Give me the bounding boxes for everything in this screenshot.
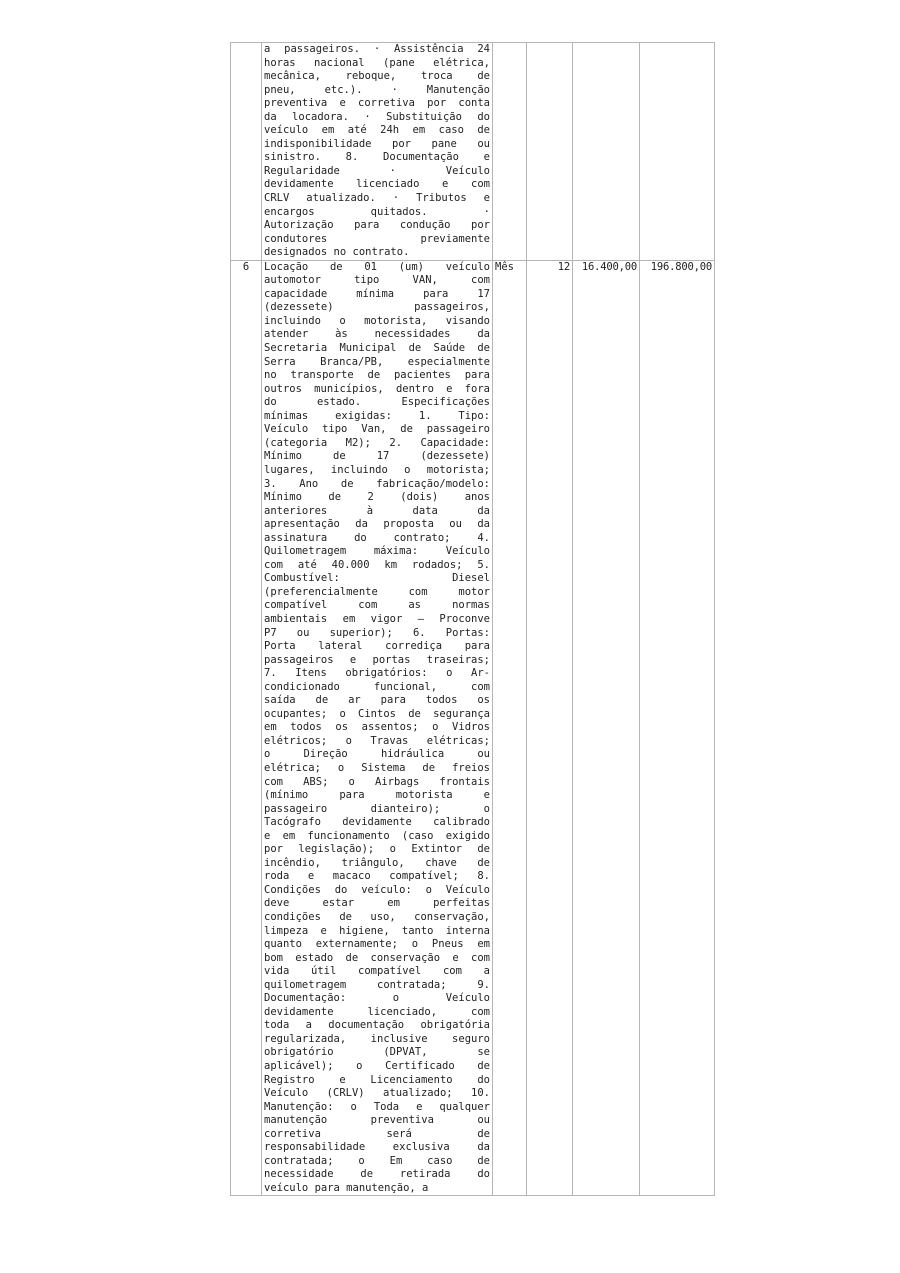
description-line: Combustível: Diesel xyxy=(264,572,490,585)
description-line: por legislação); o Extintor de xyxy=(264,843,490,856)
description-line: preventiva e corretiva por conta xyxy=(264,97,490,110)
description-line: regularizada, inclusive seguro xyxy=(264,1032,490,1045)
description-line: devidamente licenciado, com xyxy=(264,1005,490,1018)
table-row-continued xyxy=(231,43,715,261)
description-line: do estado. Especificações xyxy=(264,396,490,409)
description-lines xyxy=(264,43,490,260)
description-line: deve estar em perfeitas xyxy=(264,897,490,910)
description-line: quilometragem contratada; 9. xyxy=(264,978,490,991)
description-line: no transporte de pacientes para xyxy=(264,369,490,382)
description-line: Secretaria Municipal de Saúde de xyxy=(264,342,490,355)
quantity-cell xyxy=(527,43,573,261)
description-line: da locadora. · Substituição do xyxy=(264,110,490,123)
items-table xyxy=(230,42,715,1196)
description-line: com até 40.000 km rodados; 5. xyxy=(264,558,490,571)
description-line: indisponibilidade por pane ou xyxy=(264,137,490,150)
description-line: com ABS; o Airbags frontais xyxy=(264,775,490,788)
description-line: vida útil compatível com a xyxy=(264,965,490,978)
unit-cell xyxy=(493,43,527,261)
item-number-cell xyxy=(231,43,262,261)
description-line: 7. Itens obrigatórios: o Ar- xyxy=(264,667,490,680)
description-line: Porta lateral corrediça para xyxy=(264,640,490,653)
description-line: Condições do veículo: o Veículo xyxy=(264,883,490,896)
description-line: Regularidade · Veículo xyxy=(264,164,490,177)
description-line: em todos os assentos; o Vidros xyxy=(264,721,490,734)
description-line: apresentação da proposta ou da xyxy=(264,518,490,531)
description-line: Tacógrafo devidamente calibrado xyxy=(264,816,490,829)
description-line: devidamente licenciado e com xyxy=(264,178,490,191)
description-line: outros municípios, dentro e fora xyxy=(264,382,490,395)
description-line: passageiros e portas traseiras; xyxy=(264,653,490,666)
description-line: 3. Ano de fabricação/modelo: xyxy=(264,477,490,490)
description-line: condicionado funcional, com xyxy=(264,680,490,693)
description-line: incêndio, triângulo, chave de xyxy=(264,856,490,869)
table-row-item-6 xyxy=(231,260,715,1196)
description-line: aplicável); o Certificado de xyxy=(264,1060,490,1073)
description-line: incluindo o motorista, visando xyxy=(264,314,490,327)
description-line: horas nacional (pane elétrica, xyxy=(264,56,490,69)
description-line: veículo em até 24h em caso de xyxy=(264,124,490,137)
description-lines xyxy=(264,261,490,1196)
description-line: (mínimo para motorista e xyxy=(264,789,490,802)
total-cell: 196.800,00 xyxy=(640,260,715,1196)
description-line: pneu, etc.). · Manutenção xyxy=(264,83,490,96)
description-line: responsabilidade exclusiva da xyxy=(264,1141,490,1154)
description-line: Autorização para condução por xyxy=(264,219,490,232)
description-line: (categoria M2); 2. Capacidade: xyxy=(264,436,490,449)
unit-price-cell: 16.400,00 xyxy=(573,260,640,1196)
description-line: Registro e Licenciamento do xyxy=(264,1073,490,1086)
description-line: roda e macaco compatível; 8. xyxy=(264,870,490,883)
description-line: passageiro dianteiro); o xyxy=(264,802,490,815)
description-line: Manutenção: o Toda e qualquer xyxy=(264,1100,490,1113)
description-line: (preferencialmente com motor xyxy=(264,585,490,598)
description-line: automotor tipo VAN, com xyxy=(264,274,490,287)
description-line: Mínimo de 17 (dezessete) xyxy=(264,450,490,463)
description-line: bom estado de conservação e com xyxy=(264,951,490,964)
description-line: necessidade de retirada do xyxy=(264,1168,490,1181)
description-line: encargos quitados. · xyxy=(264,205,490,218)
quantity-cell: 12 xyxy=(527,260,573,1196)
description-line: Veículo tipo Van, de passageiro xyxy=(264,423,490,436)
description-line: Locação de 01 (um) veículo xyxy=(264,260,490,273)
item-description-cell xyxy=(262,43,493,261)
description-line: ambientais em vigor – Proconve xyxy=(264,612,490,625)
description-line: quanto externamente; o Pneus em xyxy=(264,938,490,951)
description-line: condutores previamente xyxy=(264,232,490,245)
description-line: CRLV atualizado. · Tributos e xyxy=(264,192,490,205)
description-line: o Direção hidráulica ou xyxy=(264,748,490,761)
description-line: limpeza e higiene, tanto interna xyxy=(264,924,490,937)
description-line: ocupantes; o Cintos de segurança xyxy=(264,707,490,720)
description-line: manutenção preventiva ou xyxy=(264,1114,490,1127)
description-line: elétricos; o Travas elétricas; xyxy=(264,734,490,747)
unit-cell: Mês xyxy=(493,260,527,1196)
item-description-cell xyxy=(262,260,493,1196)
description-line: compatível com as normas xyxy=(264,599,490,612)
description-line: condições de uso, conservação, xyxy=(264,911,490,923)
description-line: P7 ou superior); 6. Portas: xyxy=(264,626,490,639)
description-line: a passageiros. · Assistência 24 xyxy=(264,43,490,55)
unit-price-cell xyxy=(573,43,640,261)
description-line: lugares, incluindo o motorista; xyxy=(264,463,490,476)
description-line: Veículo (CRLV) atualizado; 10. xyxy=(264,1087,490,1100)
description-line: mecânica, reboque, troca de xyxy=(264,70,490,83)
description-line: elétrica; o Sistema de freios xyxy=(264,761,490,774)
description-line: Serra Branca/PB, especialmente xyxy=(264,355,490,368)
description-line: obrigatório (DPVAT, se xyxy=(264,1046,490,1059)
description-line: (dezessete) passageiros, xyxy=(264,301,490,314)
description-line: saída de ar para todos os xyxy=(264,694,490,707)
description-line: sinistro. 8. Documentação e xyxy=(264,151,490,164)
description-line: e em funcionamento (caso exigido xyxy=(264,829,490,842)
description-line: capacidade mínima para 17 xyxy=(264,287,490,300)
description-line: contratada; o Em caso de xyxy=(264,1154,490,1167)
description-line: corretiva será de xyxy=(264,1127,490,1140)
description-line: assinatura do contrato; 4. xyxy=(264,531,490,544)
description-line: Documentação: o Veículo xyxy=(264,992,490,1005)
description-line: veículo para manutenção, a xyxy=(264,1181,429,1194)
description-line: Quilometragem máxima: Veículo xyxy=(264,545,490,558)
description-line: atender às necessidades da xyxy=(264,328,490,341)
description-line: Mínimo de 2 (dois) anos xyxy=(264,491,490,504)
description-line: mínimas exigidas: 1. Tipo: xyxy=(264,409,490,422)
description-line: designados no contrato. xyxy=(264,246,410,259)
item-number-cell: 6 xyxy=(231,260,262,1196)
description-line: anteriores à data da xyxy=(264,504,490,517)
description-line: toda a documentação obrigatória xyxy=(264,1019,490,1032)
total-cell xyxy=(640,43,715,261)
